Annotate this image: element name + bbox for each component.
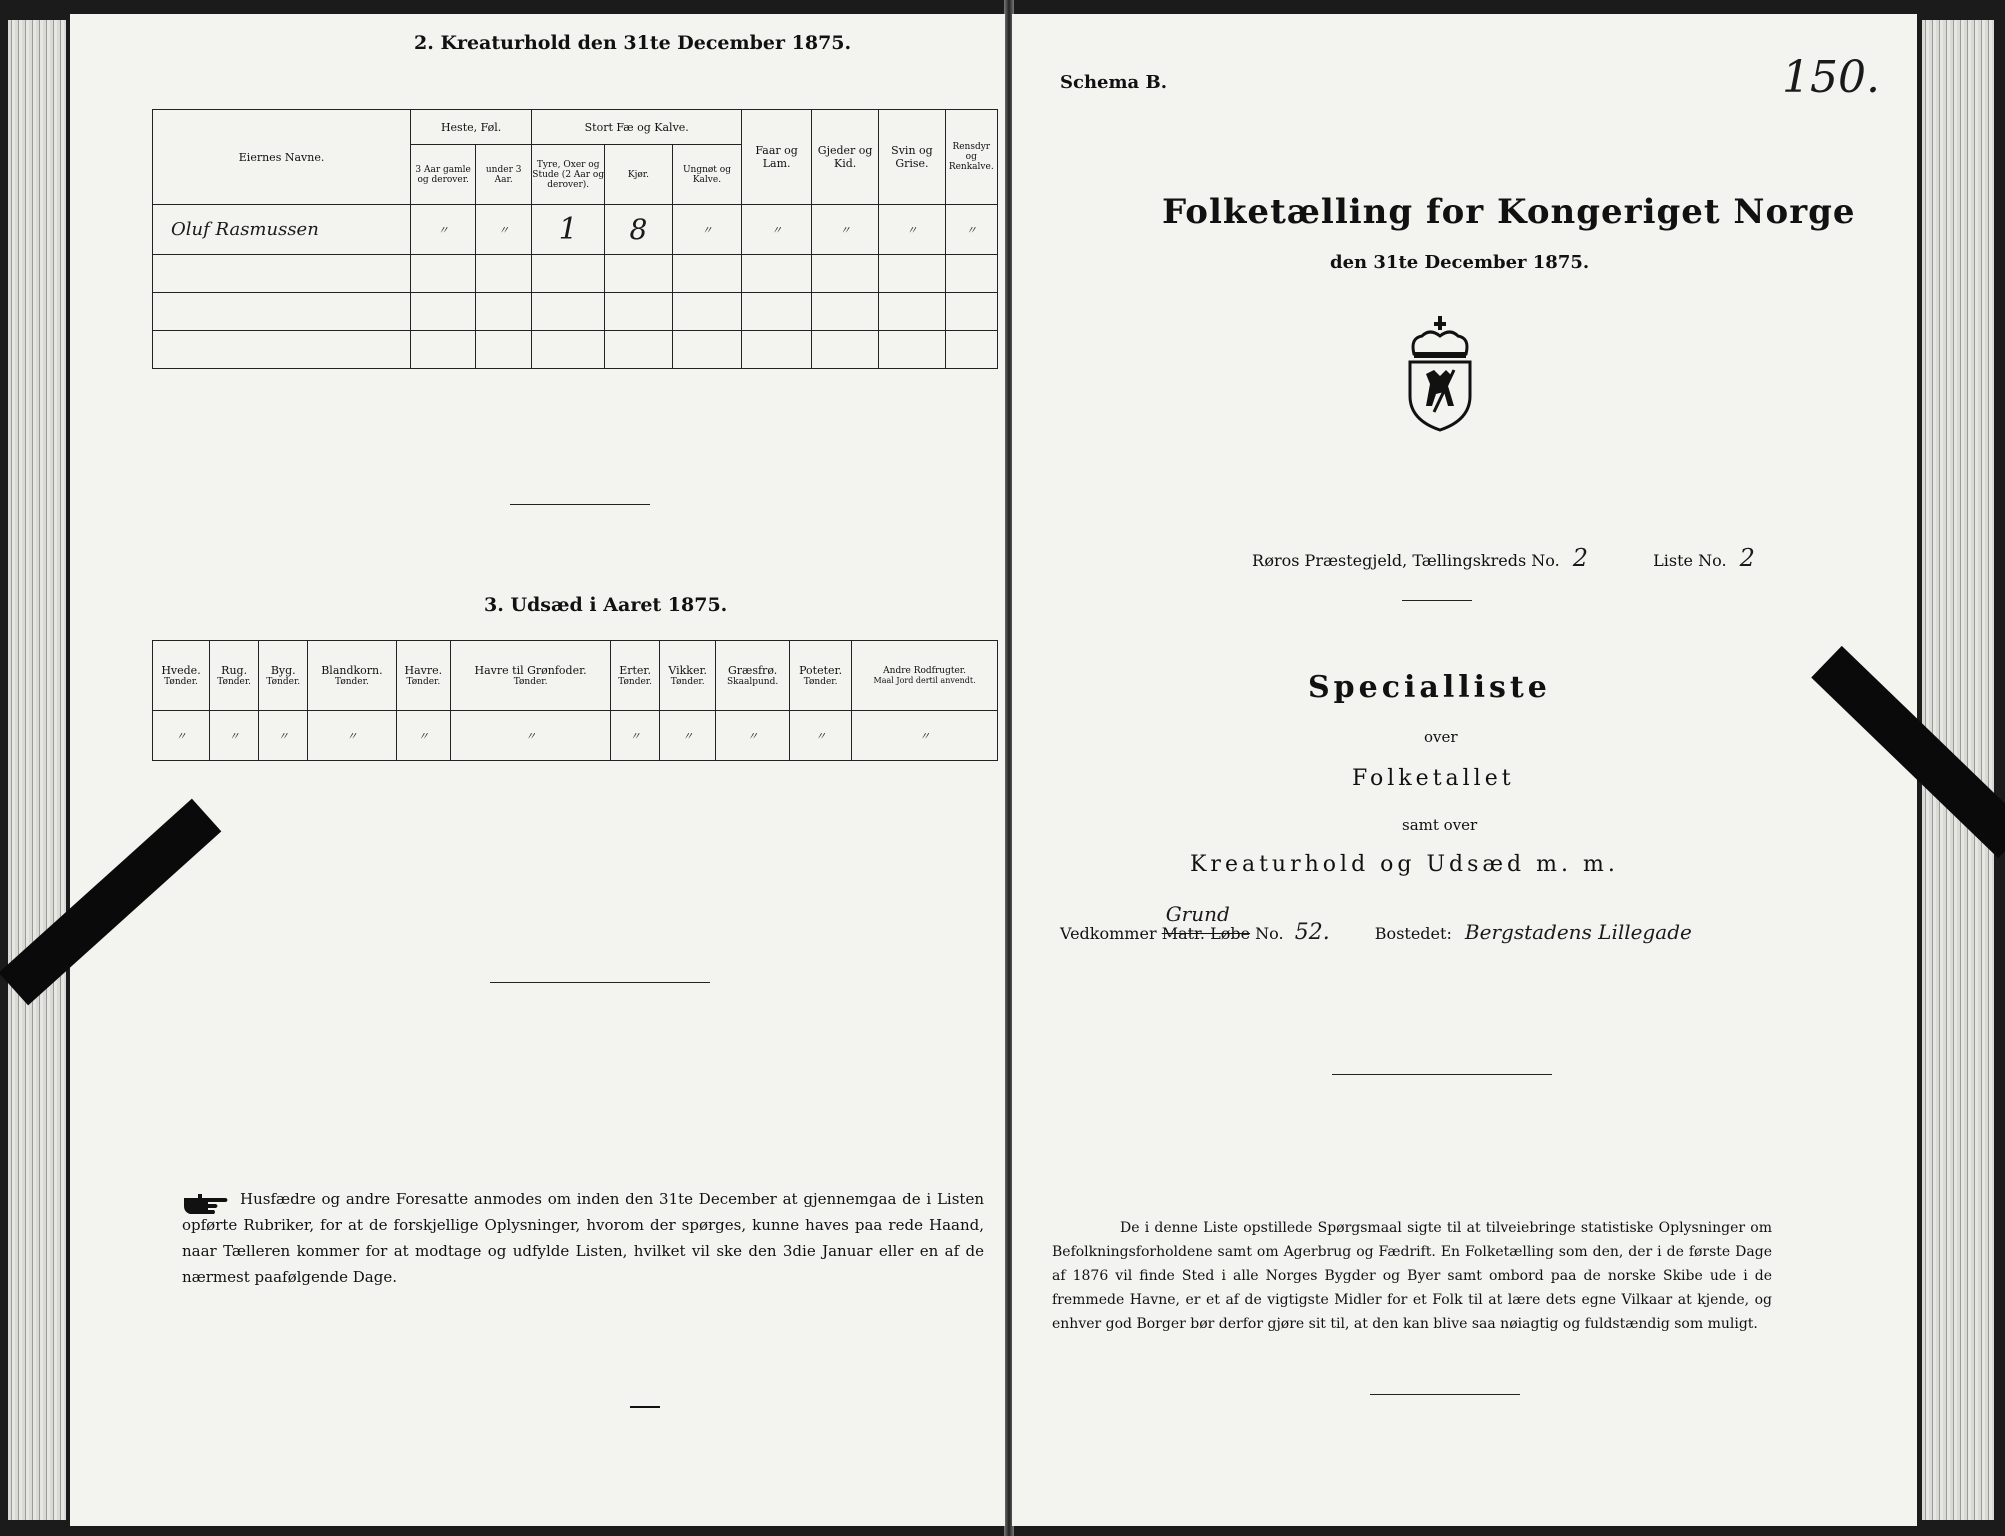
young-cattle-subheader: Ungnøt og Kalve.	[672, 145, 742, 205]
crop-header: Havre. Tønder.	[396, 641, 451, 711]
specialliste-title: Specialliste	[1308, 670, 1551, 705]
separator-line	[490, 982, 710, 983]
left-page	[70, 14, 1005, 1526]
separator-line	[630, 1406, 660, 1408]
bostedet-label: Bostedet:	[1374, 924, 1452, 943]
list-label: Liste No.	[1653, 551, 1727, 570]
owner-name: Oluf Rasmussen	[153, 205, 411, 255]
owner-cell: 〃	[879, 205, 945, 255]
crop-value: 〃	[790, 711, 852, 761]
crop-header: Havre til Grønfoder. Tønder.	[451, 641, 611, 711]
crop-value: 〃	[210, 711, 259, 761]
bostedet-value: Bergstadens Lillegade	[1464, 920, 1692, 944]
owner-row	[153, 205, 998, 255]
owner-cell: 〃	[945, 205, 997, 255]
section2-heading: 2. Kreaturhold den 31te December 1875.	[414, 32, 852, 54]
left-page-edges	[8, 20, 66, 1520]
crop-header: Hvede. Tønder.	[153, 641, 210, 711]
crop-value: 〃	[716, 711, 790, 761]
right-page	[1012, 14, 1917, 1526]
owner-cell: 〃	[672, 205, 742, 255]
section3-heading: 3. Udsæd i Aaret 1875.	[484, 594, 728, 616]
crop-header: Græsfrø. Skaalpund.	[716, 641, 790, 711]
sheep-header: Faar og Lam.	[742, 110, 812, 205]
separator-line	[1332, 1074, 1552, 1075]
reindeer-header: Rensdyr og Renkalve.	[945, 110, 997, 205]
crop-value: 〃	[660, 711, 716, 761]
crop-header: Byg. Tønder.	[259, 641, 308, 711]
pigs-header: Svin og Grise.	[879, 110, 945, 205]
cattle-group-header: Stort Fæ og Kalve.	[532, 110, 742, 145]
matr-handwritten: Grund	[1165, 902, 1230, 926]
separator-line	[510, 504, 650, 505]
crop-value: 〃	[451, 711, 611, 761]
owner-cell: 8	[605, 205, 672, 255]
livestock-table	[152, 109, 998, 369]
separator-line	[1370, 1394, 1520, 1395]
horses-group-header: Heste, Føl.	[411, 110, 532, 145]
owner-cell: 〃	[411, 205, 476, 255]
kreaturhold-title: Kreaturhold og Udsæd m. m.	[1190, 852, 1619, 877]
crop-value: 〃	[396, 711, 451, 761]
matr-label-struck: Matr. Løbe Grund	[1161, 902, 1251, 943]
no-label: No.	[1255, 924, 1284, 943]
folketallet-label: Folketallet	[1352, 766, 1515, 791]
bulls-subheader: Tyre, Oxer og Stude (2 Aar og derover).	[532, 145, 605, 205]
vedkommer-line	[1060, 902, 1692, 945]
crop-value: 〃	[259, 711, 308, 761]
census-paragraph: De i denne Liste opstillede Spørgsmaal sigte til at tilveiebringe statistiske Oplysninger om Befolkningsforholdene samt om Agerbrug og Fædrift. En Folketælling som den, der i de første Dage af 1876 vil finde Sted i alle Norges Bygder og Byer samt ombord paa de norske Skibe ude i de fremmede Havne, er et af de vigtigste Midler for et Folk til at lære dets egne Vilkaar at kjende, og enhver god Borger bør derfor gjøre sit til, at den kan blive saa nøiagtig og fuldstændig som muligt.	[1052, 1220, 1772, 1332]
no-value: 52.	[1294, 920, 1330, 945]
schema-label: Schema B.	[1060, 72, 1167, 93]
crop-header: Poteter. Tønder.	[790, 641, 852, 711]
crop-value: 〃	[153, 711, 210, 761]
over-label: over	[1424, 728, 1458, 746]
owner-header: Eiernes Navne.	[153, 110, 411, 205]
district-label: Tællingskreds No.	[1412, 551, 1560, 570]
horse-young-subheader: under 3 Aar.	[476, 145, 532, 205]
separator-line	[1402, 600, 1472, 601]
crop-header: Andre Rodfrugter. Maal Jord dertil anvendt.	[852, 641, 998, 711]
crop-value: 〃	[308, 711, 396, 761]
cows-subheader: Kjør.	[605, 145, 672, 205]
owner-cell: 1	[532, 205, 605, 255]
crop-header: Rug. Tønder.	[210, 641, 259, 711]
owner-cell: 〃	[742, 205, 812, 255]
crop-value: 〃	[611, 711, 660, 761]
horse-old-subheader: 3 Aar gamle og derover.	[411, 145, 476, 205]
owner-cell: 〃	[476, 205, 532, 255]
census-date: den 31te December 1875.	[1330, 252, 1590, 273]
census-title: Folketælling for Kongeriget Norge	[1162, 192, 1856, 232]
seed-table	[152, 640, 998, 761]
vedkommer-label: Vedkommer	[1060, 924, 1157, 943]
owner-cell: 〃	[811, 205, 878, 255]
crop-header: Erter. Tønder.	[611, 641, 660, 711]
parish-label: Røros Præstegjeld,	[1252, 551, 1408, 570]
district-line	[1252, 544, 1755, 572]
list-value: 2	[1739, 544, 1755, 572]
crop-value: 〃	[852, 711, 998, 761]
samt-over-label: samt over	[1402, 816, 1478, 834]
crop-header: Vikker. Tønder.	[660, 641, 716, 711]
crop-header: Blandkorn. Tønder.	[308, 641, 396, 711]
district-value: 2	[1572, 544, 1589, 572]
norway-coat-of-arms-icon	[1400, 314, 1480, 434]
goats-header: Gjeder og Kid.	[811, 110, 878, 205]
page-number: 150.	[1782, 52, 1880, 103]
notice-paragraph: Husfædre og andre Foresatte anmodes om inden den 31te December at gjennemgaa de i Listen opførte Rubriker, for at de forskjellige Oplysninger, hvorom der spørges, kunne haves paa rede Haand, naar Tælleren kommer for at modtage og udfylde Listen, hvilket vil ske den 3die Januar eller en af de nærmest paafølgende Dage.	[182, 1190, 984, 1286]
